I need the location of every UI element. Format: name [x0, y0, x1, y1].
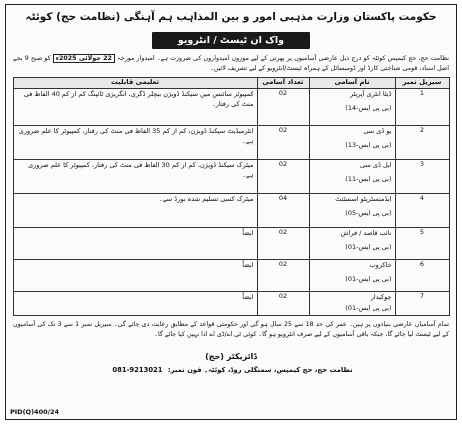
- table-row: [13, 194, 449, 228]
- row-qualification: ایضاً: [13, 228, 257, 260]
- intro-text-after: کو صبح 9 بجے اصل اسناد، قومی شناختی کارڈ اور ڈومیسائل کے ہمراہ ٹیسٹ/انٹرویو کے لیے تشریف لائیں۔: [13, 55, 449, 72]
- header-qualification: تعلیمی قابلیت: [13, 78, 257, 89]
- table-row: [13, 89, 449, 126]
- phone-number: 081-9213021: [112, 366, 163, 374]
- posts-table: [13, 77, 450, 316]
- post-scale: (بی پی ایس-13): [345, 141, 392, 149]
- post-name: چوکیدار: [370, 293, 392, 301]
- row-count: 02: [257, 292, 309, 316]
- row-post: [309, 228, 395, 260]
- row-qualification: ایضاً: [13, 292, 257, 316]
- row-qualification: میٹرک کسی تسلیم شدہ بورڈ سے۔: [13, 194, 257, 228]
- header-post: نام آسامی: [309, 78, 395, 89]
- table-row: [13, 160, 449, 194]
- row-count: 02: [257, 160, 309, 194]
- contact-address: [6, 366, 456, 374]
- row-count: 02: [257, 228, 309, 260]
- row-serial: 6: [395, 260, 449, 292]
- conditions-note: تمام آسامیاں عارضی بنیادوں پر ہیں۔ عمر کی حد 18 سے 25 سال ہو گی اور حکومتی قواعد کے مطابق رعایت دی جائے گی۔ سیریل نمبر 1 سے 3 تک کی آسامیوں کے لیے ٹیسٹ لیا جائے گا، جبکہ باقی آسامیوں کے لیے صرف انٹرویو ہو گا۔ کوئی ٹی اے/ڈی اے ادا نہیں کیا جائے گا۔: [13, 321, 449, 338]
- header-serial: سیریل نمبر: [395, 78, 449, 89]
- row-post: [309, 292, 395, 316]
- row-qualification: انٹرمیڈیٹ سیکنڈ ڈویژن، کم از کم 35 الفاظ فی منٹ کی رفتار، کمپیوٹر کا علم ضروری ہے۔: [13, 126, 257, 160]
- post-scale: (بی پی ایس-01): [345, 275, 392, 283]
- table-row: [13, 260, 449, 292]
- row-count: 02: [257, 126, 309, 160]
- row-serial: 5: [395, 228, 449, 260]
- ministry-title: حکومت پاکستان وزارت مذہبی امور و بین المذاہب ہم آہنگی (نظامت حج) کوئٹہ: [25, 11, 437, 23]
- address-text: نظامت حج، حج کیمپس، سمنگلی روڈ، کوئٹہ۔ فون نمبر:: [167, 366, 353, 374]
- post-scale: (بی پی ایس-05): [345, 209, 392, 217]
- post-name: خاکروب: [369, 261, 392, 269]
- post-scale: (بی پی ایس-01): [345, 243, 392, 251]
- row-serial: 1: [395, 89, 449, 126]
- row-post: [309, 260, 395, 292]
- row-qualification: میٹرک سیکنڈ ڈویژن، کم از کم 30 الفاظ فی منٹ کی رفتار، کمپیوٹر کا علم ضروری ہے۔: [13, 160, 257, 194]
- row-serial: 2: [395, 126, 449, 160]
- table-header-row: [13, 78, 449, 89]
- table-row: [13, 126, 449, 160]
- walk-in-banner: واک ان ٹیسٹ / انٹرویو: [152, 32, 310, 49]
- row-post: [309, 194, 395, 228]
- row-count: 04: [257, 194, 309, 228]
- header-count: تعداد آسامی: [257, 78, 309, 89]
- row-count: 02: [257, 89, 309, 126]
- post-name: ڈیٹا انٹری آپریٹر: [349, 90, 392, 98]
- job-advertisement: [5, 4, 457, 420]
- post-name: نائب قاصد / فراش: [340, 229, 392, 237]
- post-scale: (بی پی ایس-11): [345, 175, 392, 183]
- row-count: 02: [257, 260, 309, 292]
- post-name: ایڈمنسٹریٹو اسسٹنٹ: [335, 195, 392, 203]
- intro-text: نظامت حج، حج کیمپس کوئٹہ کو درج ذیل عارضی آسامیوں پر بھرتی کے لیے موزوں امیدواروں کی ضرورت ہے۔ امیدوار مورخہ: [117, 55, 449, 62]
- row-qualification: ایضاً: [13, 260, 257, 292]
- post-scale: (بی پی ایس-14): [345, 104, 392, 112]
- row-serial: 3: [395, 160, 449, 194]
- pid-code: PID(Q)400/24: [10, 408, 60, 416]
- post-scale: (بی پی ایس-01): [345, 304, 392, 312]
- post-name: یو ڈی سی: [363, 127, 392, 135]
- row-post: [309, 89, 395, 126]
- row-post: [309, 126, 395, 160]
- row-post: [309, 160, 395, 194]
- interview-date: 22 جولائی 2025ء: [53, 54, 115, 63]
- table-row: [13, 292, 449, 316]
- post-name: ایل ڈی سی: [359, 161, 392, 169]
- row-qualification: کمپیوٹر سائنس میں سیکنڈ ڈویژن بیچلر ڈگری، انگریزی ٹائپنگ کم از کم 40 الفاظ فی منٹ کی رفتار۔: [13, 89, 257, 126]
- signatory-title: ڈائریکٹر (حج): [205, 352, 257, 361]
- row-serial: 4: [395, 194, 449, 228]
- intro-paragraph: [13, 54, 449, 74]
- banner-wrap: [6, 28, 456, 49]
- row-serial: 7: [395, 292, 449, 316]
- table-row: [13, 228, 449, 260]
